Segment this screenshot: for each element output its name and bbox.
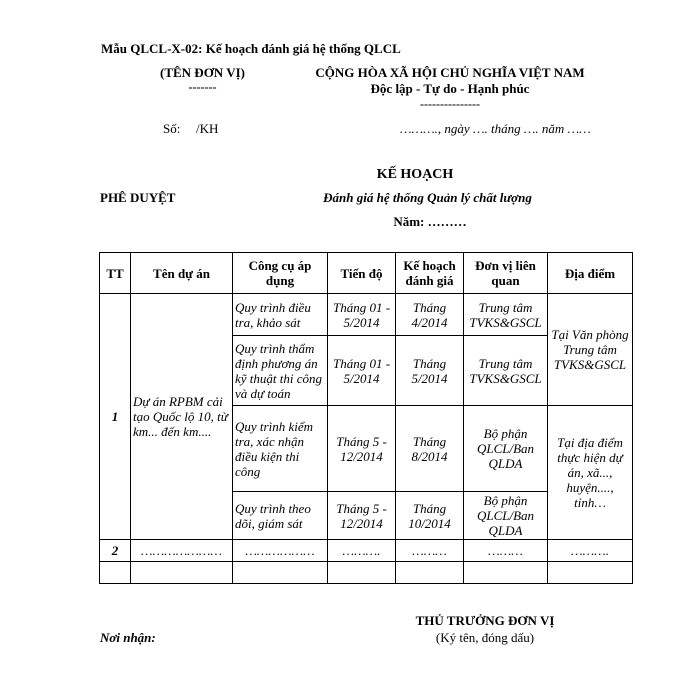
- recipients-label: Nơi nhận:: [100, 630, 156, 645]
- unit-dashes: -------: [188, 80, 217, 94]
- date-line: ………., ngày …. tháng …. năm ……: [400, 121, 591, 136]
- eval-cell: ………: [396, 540, 464, 562]
- empty-cell: [464, 562, 548, 584]
- approve-label: PHÊ DUYỆT: [100, 190, 176, 205]
- empty-cell: [233, 562, 328, 584]
- doc-title: KẾ HOẠCH: [376, 167, 454, 182]
- header-tool: Công cụ áp dụng: [233, 253, 328, 294]
- doc-subtitle: Đánh giá hệ thống Quản lý chất lượng: [323, 190, 532, 205]
- progress-cell: Tháng 5 - 12/2014: [328, 406, 396, 492]
- table-row: [100, 540, 633, 562]
- unit-cell: Bộ phận QLCL/Ban QLDA: [464, 406, 548, 492]
- motto: Độc lập - Tự do - Hạnh phúc: [370, 81, 530, 96]
- progress-cell: Tháng 5 - 12/2014: [328, 492, 396, 540]
- table-header-row: [100, 253, 633, 294]
- table-row: [100, 294, 633, 336]
- empty-cell: [548, 562, 633, 584]
- plan-table: [99, 252, 633, 584]
- progress-cell: Tháng 01 - 5/2014: [328, 336, 396, 406]
- year-line: Năm: ………: [393, 214, 467, 229]
- eval-cell: Tháng 5/2014: [396, 336, 464, 406]
- tool-cell: Quy trình thẩm định phương án kỹ thuật thi công và dự toán: [233, 336, 328, 406]
- empty-cell: [396, 562, 464, 584]
- project-name: Dự án RPBM cải tạo Quốc lộ 10, từ km... đến km....: [131, 294, 233, 540]
- sign-note: (Ký tên, đóng dấu): [435, 630, 535, 645]
- header-project: Tên dự án: [131, 253, 233, 294]
- eval-cell: Tháng 10/2014: [396, 492, 464, 540]
- tool-cell: ………………: [233, 540, 328, 562]
- country-name: CỘNG HÒA XÃ HỘI CHỦ NGHĨA VIỆT NAM: [315, 65, 585, 80]
- header-eval-plan: Kế hoạch đánh giá: [396, 253, 464, 294]
- empty-cell: [131, 562, 233, 584]
- eval-cell: Tháng 8/2014: [396, 406, 464, 492]
- number-label: Số:: [163, 121, 181, 136]
- unit-cell: ………: [464, 540, 548, 562]
- head-of-unit: THỦ TRƯỞNG ĐƠN VỊ: [415, 613, 555, 628]
- header-place: Địa điểm: [548, 253, 633, 294]
- row-number: 2: [100, 540, 131, 562]
- place-cell: Tại Văn phòng Trung tâm TVKS&GSCL: [548, 294, 633, 406]
- empty-cell: [328, 562, 396, 584]
- project-name: …………………: [131, 540, 233, 562]
- motto-dashes: ---------------: [420, 97, 480, 111]
- unit-cell: Trung tâm TVKS&GSCL: [464, 336, 548, 406]
- unit-cell: Bộ phận QLCL/Ban QLDA: [464, 492, 548, 540]
- row-number: 1: [100, 294, 131, 540]
- unit-cell: Trung tâm TVKS&GSCL: [464, 294, 548, 336]
- place-cell: ……….: [548, 540, 633, 562]
- place-cell: Tại địa điểm thực hiện dự án, xã..., huyện...., tỉnh…: [548, 406, 633, 540]
- number-value: /KH: [196, 121, 219, 136]
- progress-cell: ……….: [328, 540, 396, 562]
- tool-cell: Quy trình theo dõi, giám sát: [233, 492, 328, 540]
- eval-cell: Tháng 4/2014: [396, 294, 464, 336]
- tool-cell: Quy trình điều tra, khảo sát: [233, 294, 328, 336]
- unit-name: (TÊN ĐƠN VỊ): [160, 65, 245, 80]
- header-tt: TT: [100, 253, 131, 294]
- form-code: Mẫu QLCL-X-02: Kế hoạch đánh giá hệ thống QLCL: [101, 41, 401, 56]
- header-progress: Tiến độ: [328, 253, 396, 294]
- empty-cell: [100, 562, 131, 584]
- header-unit: Đơn vị liên quan: [464, 253, 548, 294]
- tool-cell: Quy trình kiểm tra, xác nhận điều kiện thi công: [233, 406, 328, 492]
- progress-cell: Tháng 01 - 5/2014: [328, 294, 396, 336]
- table-row-empty: [100, 562, 633, 584]
